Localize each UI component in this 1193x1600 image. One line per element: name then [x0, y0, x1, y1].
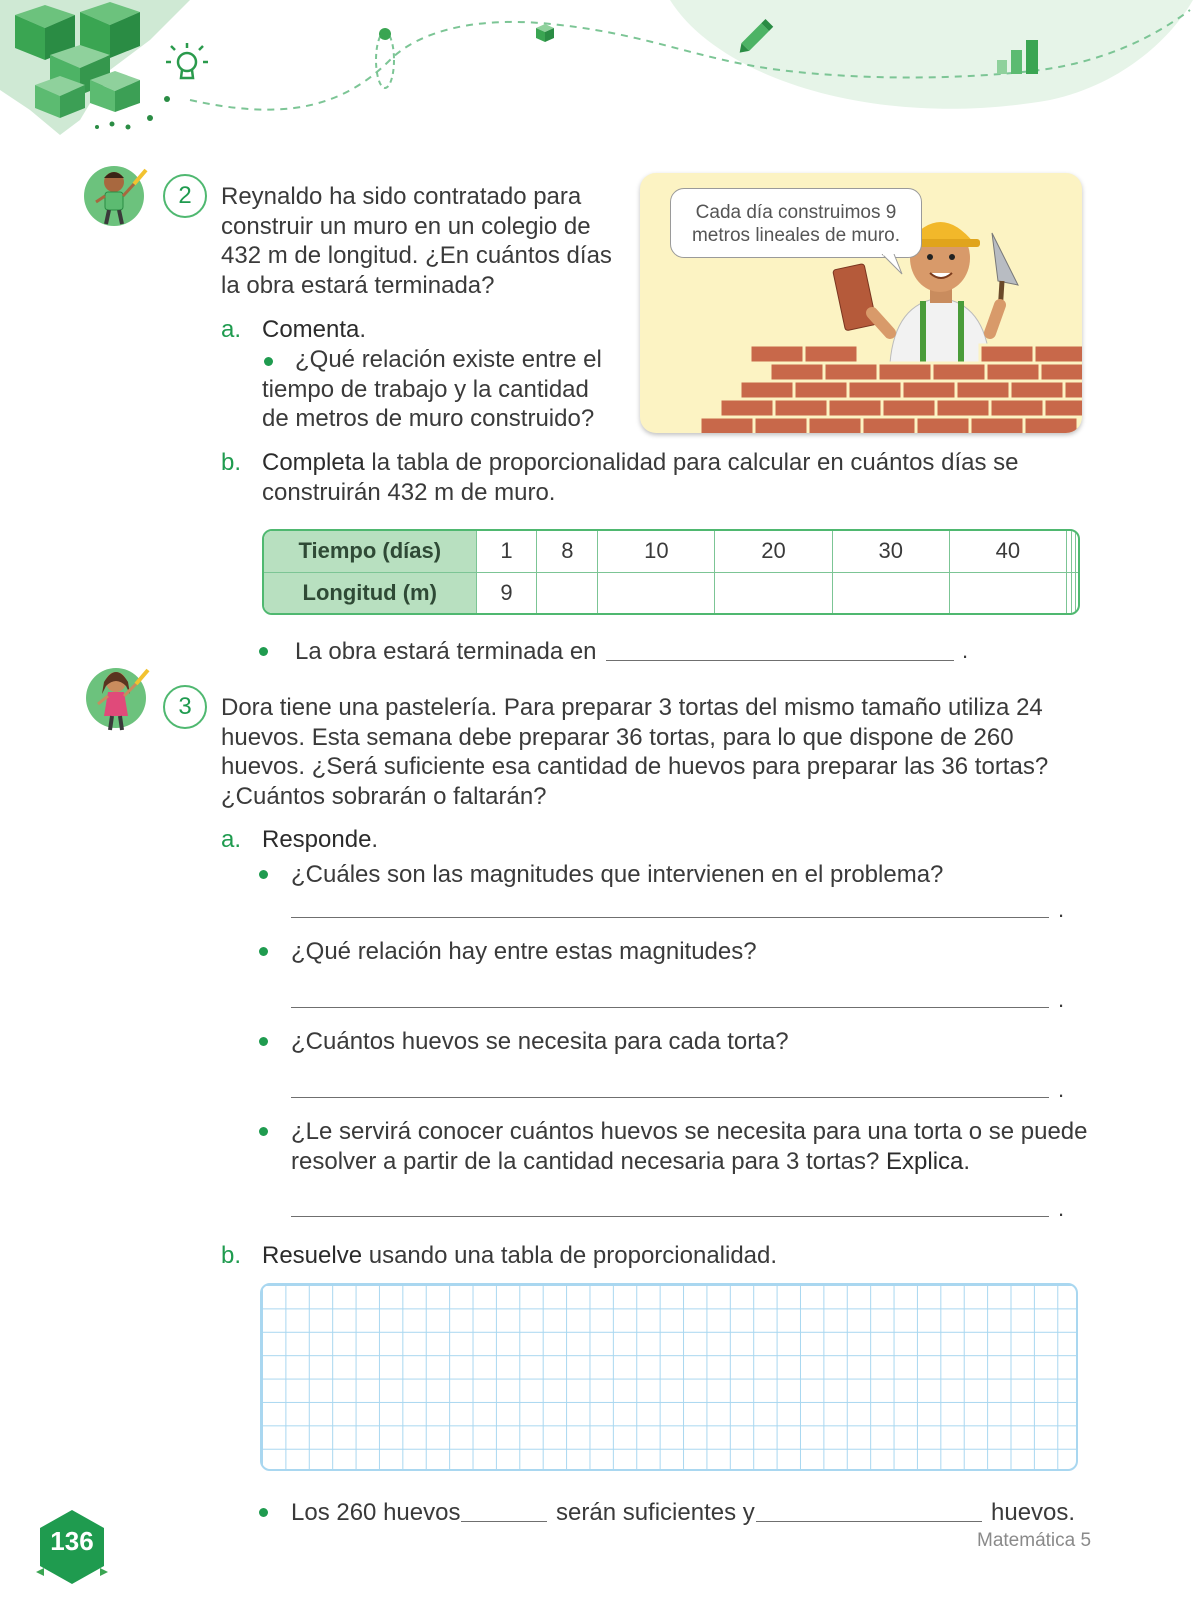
table-row-time	[264, 531, 1078, 572]
problem-3-statement	[221, 693, 1091, 811]
final-part2: serán suficientes y	[556, 1499, 755, 1526]
table-header-length: Longitud (m)	[264, 572, 476, 613]
table-cell-empty[interactable]	[949, 572, 1066, 613]
statement-line: huevos. ¿Será suficiente esa cantidad de huevos para preparar las 36 tortas?	[221, 753, 1049, 780]
problem-3-number: 3	[163, 685, 207, 729]
heading-punct: .	[371, 826, 379, 853]
speech-bubble	[670, 188, 922, 258]
item-3a-heading	[262, 825, 378, 855]
answer-line-short[interactable]	[461, 1521, 547, 1522]
table-cell: 10	[598, 531, 715, 572]
heading-punct: .	[359, 316, 367, 343]
lightbulb-icon	[163, 40, 211, 88]
statement-line: Dora tiene una pastelería. Para preparar 3 tortas del mismo tamaño utiliza 24	[221, 694, 1043, 721]
statement-line: huevos. Esta semana debe preparar 36 tortas, para lo que dispone de 260	[221, 723, 1014, 751]
answer-line-medium[interactable]	[756, 1521, 982, 1522]
verb-explica: Explica	[886, 1147, 964, 1175]
verb-responde: Responde	[262, 826, 372, 853]
bullet	[259, 1508, 268, 1517]
bullet	[259, 1127, 268, 1136]
page-number: 136	[50, 1526, 94, 1556]
statement-line: la obra estará terminada?	[221, 271, 495, 299]
answer-line[interactable]	[606, 660, 954, 661]
table-row-length	[264, 572, 1078, 613]
item-3b-rest: usando una tabla de proporcionalidad.	[362, 1242, 778, 1269]
item-letter-2b: b.	[221, 449, 242, 476]
proportionality-table	[262, 529, 1080, 615]
book-title: Matemática 5	[977, 1530, 1092, 1551]
answer-end-dot: .	[1058, 1196, 1065, 1221]
item-3b-text	[262, 1241, 777, 1271]
girl-character	[86, 660, 152, 734]
table-header-time: Tiempo (días)	[264, 531, 476, 572]
verb-completa: Completa	[262, 449, 365, 476]
item-2a-question	[262, 345, 622, 434]
pencil-icon	[733, 12, 781, 60]
answer-end-dot: .	[1058, 1077, 1065, 1102]
problem-2-statement	[221, 182, 621, 300]
table-cell-empty[interactable]	[715, 572, 832, 613]
table-cell: 9	[476, 572, 537, 613]
item-2b-text	[262, 448, 1082, 507]
table-cell: 1	[476, 531, 537, 572]
question-line: ¿Qué relación existe entre el	[295, 346, 602, 373]
question-4-line: ¿Le servirá conocer cuántos huevos se necesita para una torta o se puede	[291, 1118, 1088, 1145]
statement-line: ¿Cuántos sobrarán o faltarán?	[221, 782, 547, 810]
verb-resuelve: Resuelve	[262, 1242, 363, 1269]
question-2: ¿Qué relación hay entre estas magnitudes?	[291, 938, 757, 965]
statement-line: 432 m de longitud. ¿En cuántos días	[221, 242, 612, 269]
answer-line[interactable]	[291, 1216, 1049, 1217]
statement-line: construir un muro en un colegio de	[221, 212, 591, 240]
bullet	[259, 1037, 268, 1046]
table-cell-empty[interactable]	[598, 572, 715, 613]
table-cell: 20	[715, 531, 832, 572]
bubble-line: Cada día construimos 9	[695, 202, 897, 223]
question-line: tiempo de trabajo y la cantidad	[262, 375, 589, 403]
table-cell: 30	[832, 531, 949, 572]
table-cell-empty[interactable]	[1076, 572, 1078, 613]
path-dot-icon	[370, 20, 400, 100]
bullet	[259, 870, 268, 879]
table-cell-empty[interactable]	[537, 572, 598, 613]
answer-end-dot: .	[962, 638, 969, 663]
answer-line[interactable]	[291, 1007, 1049, 1008]
verb-comenta: Comenta	[262, 316, 360, 343]
answer-line[interactable]	[291, 917, 1049, 918]
work-grid[interactable]	[260, 1283, 1078, 1471]
answer-end-dot: .	[1058, 897, 1065, 922]
bubble-line: metros lineales de muro.	[691, 225, 901, 246]
bubble-tail	[880, 254, 910, 276]
question-4-text: resolver a partir de la cantidad necesaria para 3 tortas?	[291, 1147, 880, 1175]
bar-chart-icon	[995, 38, 1043, 78]
bullet	[259, 947, 268, 956]
table-cell: 40	[949, 531, 1066, 572]
table-cell-empty[interactable]	[832, 572, 949, 613]
question-4	[291, 1117, 1091, 1176]
question-3: ¿Cuántos huevos se necesita para cada torta?	[291, 1028, 789, 1055]
question-4-line	[291, 1147, 1091, 1177]
answer-line[interactable]	[291, 1097, 1049, 1098]
table-cell: 8	[537, 531, 598, 572]
answer-end-dot: .	[1058, 987, 1065, 1012]
problem-2-number: 2	[163, 174, 207, 218]
question-line: de metros de muro construido?	[262, 405, 595, 432]
item-letter-2a: a.	[221, 316, 242, 343]
heading-punct: .	[963, 1147, 971, 1175]
item-letter-3a: a.	[221, 826, 242, 853]
table-cell-empty[interactable]	[1076, 531, 1078, 572]
boy-character	[84, 158, 150, 230]
item-2b-line: construirán 432 m de muro.	[262, 478, 556, 506]
item-2a-heading	[262, 315, 366, 345]
item-letter-3b: b.	[221, 1242, 242, 1269]
item-2b-rest: la tabla de proporcionalidad para calcular en cuántos días se	[364, 449, 1019, 476]
bullet	[259, 647, 268, 656]
cube-icon	[534, 22, 556, 44]
final-part3: huevos.	[991, 1499, 1076, 1526]
statement-line: Reynaldo ha sido contratado para	[221, 183, 582, 210]
item-2b-line	[262, 448, 1082, 478]
question-1: ¿Cuáles son las magnitudes que intervienen en el problema?	[291, 861, 944, 888]
problem-2-conclusion: La obra estará terminada en	[295, 638, 597, 665]
final-part1: Los 260 huevos	[291, 1499, 461, 1526]
